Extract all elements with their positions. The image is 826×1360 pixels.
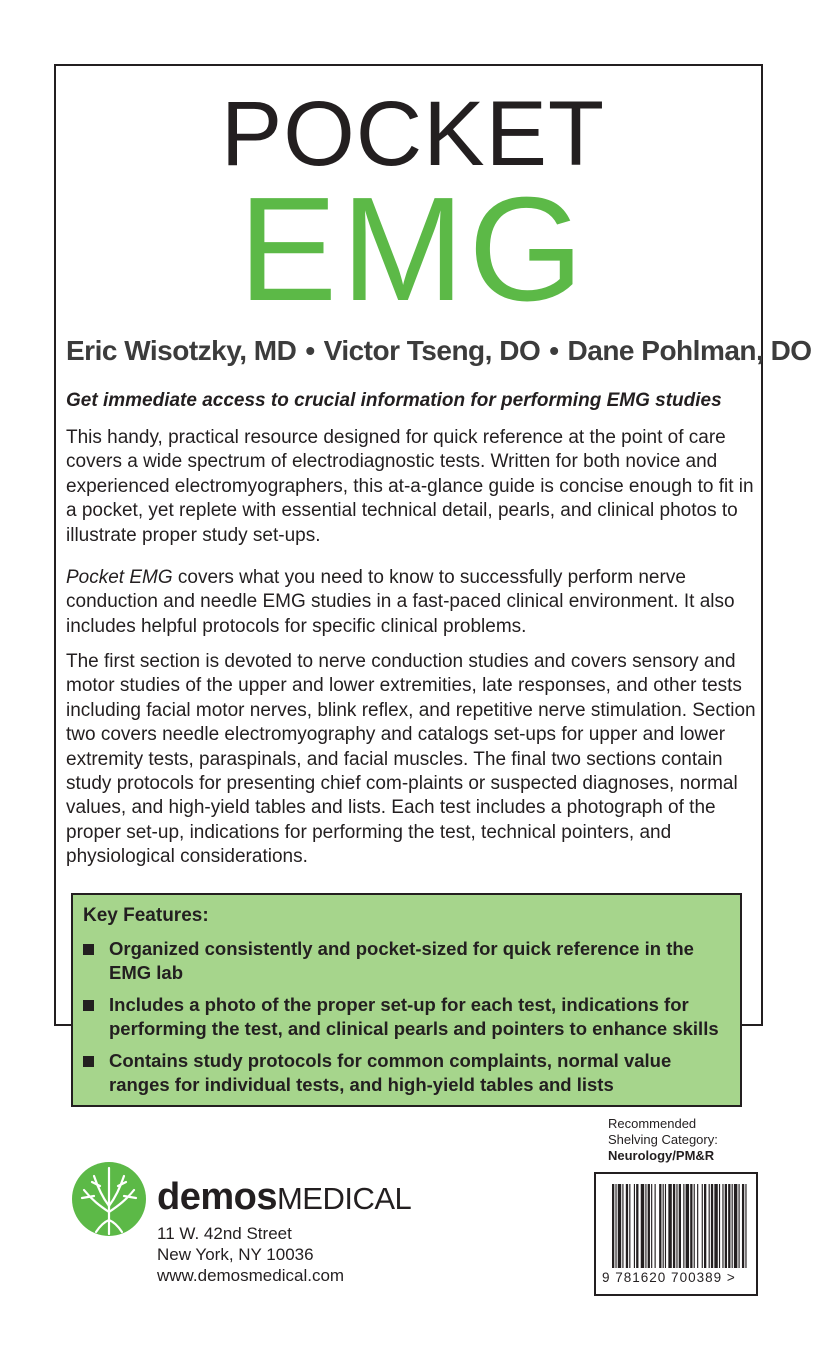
barcode-bar	[636, 1184, 638, 1268]
address-line-1: 11 W. 42nd Street	[157, 1224, 292, 1243]
barcode-bar	[745, 1184, 746, 1268]
isbn-barcode	[594, 1172, 758, 1296]
address-line-2: New York, NY 10036	[157, 1245, 314, 1264]
publisher-name-rest: MEDICAL	[276, 1181, 412, 1216]
barcode-bar	[686, 1184, 689, 1268]
barcode-bar	[641, 1184, 644, 1268]
barcode-bar	[622, 1184, 623, 1268]
barcode-bar	[663, 1184, 664, 1268]
author-3: Dane Pohlman, DO	[567, 335, 812, 366]
barcode-bar	[659, 1184, 661, 1268]
feature-text: Organized consistently and pocket-sized for quick reference in the EMG lab	[109, 938, 694, 983]
feature-item	[83, 993, 733, 1041]
tree-logo-icon	[70, 1160, 148, 1238]
author-separator: •	[549, 335, 559, 366]
barcode-bar	[676, 1184, 677, 1268]
barcode-bar	[690, 1184, 692, 1268]
barcode-bar	[648, 1184, 650, 1268]
shelving-category-value: Neurology/PM&R	[608, 1148, 715, 1163]
barcode-bar	[629, 1184, 630, 1268]
shelving-label-line2: Shelving Category:	[608, 1132, 718, 1147]
barcode-bar	[683, 1184, 684, 1268]
square-bullet-icon	[83, 1056, 94, 1067]
description-paragraph-1: This handy, practical resource designed for quick reference at the point of care covers a wide spectrum of electrodiagnostic tests. Written for both novice and experienced electromyographers, this at-a-glance guide is concise enough to fit in a pocket, yet replete with essential technical detail, pearls, and clinical photos to illustrate proper study set-ups.	[66, 427, 754, 546]
publisher-name-bold: demos	[157, 1176, 277, 1218]
shelving-category	[608, 1116, 718, 1164]
key-features-title: Key Features:	[83, 905, 209, 926]
barcode-bar	[725, 1184, 727, 1268]
square-bullet-icon	[83, 1000, 94, 1011]
barcode-bar	[634, 1184, 635, 1268]
author-1: Eric Wisotzky, MD	[66, 335, 297, 366]
publisher-address	[157, 1223, 344, 1286]
barcode-bar	[655, 1184, 656, 1268]
shelving-label-line1: Recommended	[608, 1116, 697, 1131]
key-features-box	[71, 893, 742, 1107]
barcode-bar	[722, 1184, 723, 1268]
barcode-bar	[702, 1184, 703, 1268]
tagline: Get immediate access to crucial information for performing EMG studies	[66, 390, 722, 411]
feature-item	[83, 937, 733, 985]
barcode-bar	[612, 1184, 614, 1268]
barcode-bar	[615, 1184, 616, 1268]
square-bullet-icon	[83, 944, 94, 955]
description-paragraph-3: The first section is devoted to nerve conduction studies and covers sensory and motor studies of the upper and lower extremities, late responses, and other tests including facial motor nerves, blink reflex, and repetitive nerve stimulation. Section two covers needle electromyography and catalogs set-ups for upper and lower extremity tests, paraspinals, and facial muscles. The final two sections contain study protocols for presenting chief com-plaints or suspected diagnoses, normal values, and high-yield tables and lists. Each test includes a photograph of the proper set-up, indications for performing the test, technical pointers, and physiological considerations.	[66, 651, 756, 868]
publisher-website: www.demosmedical.com	[157, 1266, 345, 1285]
barcode-bar	[732, 1184, 733, 1268]
barcode-bar	[626, 1184, 628, 1268]
title-emg: EMG	[238, 167, 588, 332]
barcode-bar	[697, 1184, 698, 1268]
barcode-bar	[618, 1184, 621, 1268]
author-2: Victor Tseng, DO	[323, 335, 541, 366]
feature-text: Includes a photo of the proper set-up for each test, indications for performing the test, and clinical pearls and pointers to enhance skills	[109, 994, 719, 1039]
paragraph-2-text: covers what you need to know to successfully perform nerve conduction and needle EMG studies in a fast-paced clinical environment. It also includes helpful protocols for specific clinical problems.	[66, 567, 735, 637]
barcode-bar	[645, 1184, 646, 1268]
feature-text: Contains study protocols for common complaints, normal value ranges for individual tests, and high-yield tables and lists	[109, 1050, 672, 1095]
barcode-bar	[704, 1184, 706, 1268]
barcode-bar	[739, 1184, 740, 1268]
isbn-digits: 9 781620 700389 >	[602, 1270, 736, 1285]
barcode-bar	[728, 1184, 730, 1268]
author-separator: •	[305, 335, 315, 366]
barcode-bar	[673, 1184, 675, 1268]
barcode-bar	[679, 1184, 681, 1268]
authors-line	[66, 335, 812, 367]
barcode-bar	[734, 1184, 737, 1268]
barcode-bar	[694, 1184, 695, 1268]
barcode-bar	[651, 1184, 652, 1268]
barcode-bar	[665, 1184, 666, 1268]
barcode-bar	[709, 1184, 710, 1268]
publisher-name	[157, 1175, 411, 1221]
feature-item	[83, 1049, 733, 1097]
barcode-bar	[668, 1184, 671, 1268]
book-title-italic: Pocket EMG	[66, 567, 173, 588]
title-pocket: POCKET	[220, 83, 606, 185]
barcode-bar	[719, 1184, 720, 1268]
description-paragraph-2	[66, 566, 756, 639]
barcode-bar	[742, 1184, 744, 1268]
barcode-bar	[711, 1184, 713, 1268]
barcode-bar	[714, 1184, 717, 1268]
